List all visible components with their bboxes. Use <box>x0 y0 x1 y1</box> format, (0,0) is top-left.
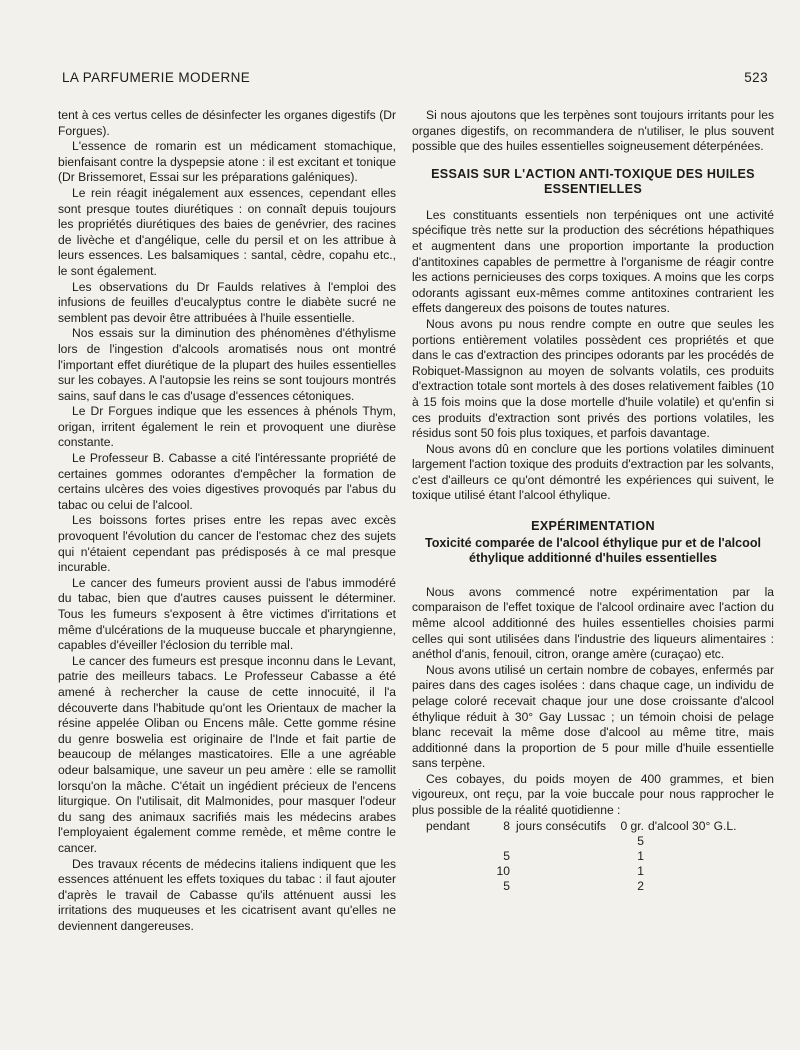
running-head <box>62 70 768 85</box>
paragraph: Le Dr Forgues indique que les essences à phénols Thym, origan, irritent également le rein et provoquent une diurèse constante. <box>58 404 396 450</box>
table-cell: 2 <box>637 879 644 894</box>
paragraph: Nous avons utilisé un certain nombre de cobayes, enfermés par paires dans des cages isolées : dans chaque cage, un individu de pelage coloré recevait chaque jour une dose croissante d'alcool éthylique réduit à 30° Gay Lussac ; un témoin choisi de pelage blanc recevait la même dose d'alcool au même titre, mais additionné dans la proportion de 5 pour mille d'huile essentielle sans terpène. <box>412 662 774 771</box>
paragraph: tent à ces vertus celles de désinfecter les organes digestifs (Dr Forgues). <box>58 108 396 138</box>
paragraph: Les observations du Dr Faulds relatives à l'emploi des infusions de feuilles d'eucalyptus contre le diabète sucré ne semblent pas devoir être attribuées à l'huile essentielle. <box>58 279 396 325</box>
paragraph: L'essence de romarin est un médicament stomachique, bienfaisant contre la dyspepsie atone : il est excitant et tonique (Dr Brissemoret, Essai sur les préparations galéniques). <box>58 139 396 185</box>
table-row <box>412 864 756 879</box>
paragraph: Le cancer des fumeurs est presque inconnu dans le Levant, patrie des meilleurs tabacs. Le Professeur Cabasse a été amené à rechercher la cause de cette innocuité, il l'a découverte dans l'habitude qu'ont les Orientaux de macher la résine appelée Oliban ou Encens mâle. Cette gomme résine du genre boswelia est originaire de l'Inde et fait partie de beaucoup de mélanges masticatoires. Elle a une agréable odeur balsamique, une saveur un peu amère : elle se ramollit lorsqu'on la mâche. C'était un ingédient précieux de l'encens liturgique. On l'utilisait, dit Malmonides, pour masquer l'odeur du sang des animaux sacrifiés mais les médecins arabes l'employaient également comme remède, et même contre le cancer. <box>58 653 396 855</box>
paragraph: Le cancer des fumeurs provient aussi de l'abus immodéré du tabac, bien que d'autres causes puissent le déterminer. Tous les fumeurs s'exposent à être victimes d'irritations et même d'ulcérations de la muqueuse buccale et pharyngienne, capables d'éveiller l'éclosion du terrible mal. <box>58 575 396 653</box>
paragraph: Le Professeur B. Cabasse a cité l'intéressante propriété de certaines gommes odorantes d'empêcher la formation de certains ulcères des voies digestives provoqués par l'abus du tabac ou celui de l'alcool. <box>58 451 396 512</box>
table-cell: 5 <box>503 849 510 864</box>
table-cell <box>648 879 756 894</box>
table-cell <box>516 864 620 879</box>
right-column <box>412 108 774 895</box>
table-cell <box>412 879 490 894</box>
table-cell: 10 <box>496 864 510 879</box>
table-row <box>412 849 756 864</box>
paragraph: Nous avons pu nous rendre compte en outre que seules les portions entièrement volatiles possèdent ces propriétés et que dans le cas d'extraction des principes odorants par les procédés de Robiquet-Massignon au moyen de solvants volatils, ces produits d'extraction totale sont mortels à des doses relativement faibles (10 à 15 fois moins que la dose mortelle d'huile volatile) et qu'enfin si ces produits d'extraction sont privés des portions volatiles, les résidus sont 50 fois plus toxiques, et parfois davantage. <box>412 316 774 441</box>
table-cell <box>648 849 756 864</box>
table-cell: jours consécutifs <box>516 818 607 833</box>
table-cell <box>516 879 620 894</box>
table-cell <box>412 849 490 864</box>
paragraph: Les boissons fortes prises entre les repas avec excès provoquent l'évolution du cancer de l'estomac chez des sujets qui n'étaient cependant pas prédisposés à ce mal presque incurable. <box>58 513 396 575</box>
paragraph: Si nous ajoutons que les terpènes sont toujours irritants pour les organes digestifs, on recommandera de n'utiliser, le plus souvent possible que des huiles essentielles soigneusement déterpénées. <box>412 108 774 154</box>
table-cell: 1 <box>637 864 644 879</box>
paragraph: Nous avons commencé notre expérimentation par la comparaison de l'effet toxique de l'alcool ordinaire avec l'action du même alcool additionné des huiles essentielles choisies parmi celles qui sont utilisées dans l'industrie des liqueurs alimentaires : anéthol d'anis, fenouil, citron, orange amère (curaçao) etc. <box>412 584 774 662</box>
table-cell: d'alcool 30° G.L. <box>648 818 737 833</box>
paragraph: Ces cobayes, du poids moyen de 400 grammes, et bien vigoureux, ont reçu, par la voie buccale pour nous rapprocher le plus possible de la réalité quotidienne : <box>412 771 774 818</box>
paragraph: Nos essais sur la diminution des phénomènes d'éthylisme lors de l'ingestion d'alcools aromatisés nous ont montré l'important effet diurétique de la plupart des huiles essentielles sur les cobayes. A l'autopsie les reins se sont toujours montrés sains, sauf dans le cas d'usage d'essences cétoniques. <box>58 326 396 403</box>
table-row <box>412 879 756 894</box>
table-cell <box>516 849 620 864</box>
dose-table <box>412 819 756 895</box>
page-number: 523 <box>744 70 768 85</box>
section-title: ESSAIS SUR L'ACTION ANTI-TOXIQUE DES HUILES ESSENTIELLES <box>431 166 755 197</box>
paragraph: Le rein réagit inégalement aux essences, cependant elles sont presque toutes diurétiques : on connaît depuis toujours les propriétés diurétiques des baies de genévrier, des racines de livèche et d'angélique, celle du persil et on les attribue à leurs essences. Les balsamiques : santal, cèdre, copahu etc., le sont également. <box>58 185 396 278</box>
paragraph: Des travaux récents de médecins italiens indiquent que les essences atténuent les effets toxiques du tabac : il faut ajouter d'après le travail de Cabasse qu'ils atténuent aussi les irritations des muqueuses et les cicatrisent avant qu'elles ne deviennent dangereuses. <box>58 856 396 933</box>
table-cell: 0 gr. 5 <box>620 818 644 848</box>
paragraph: Les constituants essentiels non terpéniques ont une activité spécifique très nette sur la production des sécrétions hépathiques et augmentent dans une proportion importante la production d'antitoxines capables de permettre à l'organisme de réagir contre les actions pernicieuses des corps toxiques. A moins que les corps odorants agissant eux-mêmes comme antitoxines contrarient les effets dangereux des poisons de toutes natures. <box>412 207 774 316</box>
table-cell: 8 <box>503 818 510 833</box>
table-row <box>412 819 756 849</box>
left-column <box>58 108 396 934</box>
paragraph: Nous avons dû en conclure que les portions volatiles diminuent largement l'action toxique des produits d'extraction par les solvants, c'est d'ailleurs ce qu'ont démontré les expériences qui suivent, le toxique utilisé étant l'alcool éthylique. <box>412 441 774 503</box>
running-title: LA PARFUMERIE MODERNE <box>62 70 251 85</box>
section-title: EXPÉRIMENTATION <box>531 519 655 534</box>
table-cell <box>648 864 756 879</box>
section-subtitle: Toxicité comparée de l'alcool éthylique pur et de l'alcool éthylique additionné d'huiles essentielles <box>424 535 762 566</box>
table-cell: pendant <box>426 818 470 833</box>
table-cell: 1 <box>637 849 644 864</box>
table-cell: 5 <box>503 879 510 894</box>
table-cell <box>412 864 490 879</box>
